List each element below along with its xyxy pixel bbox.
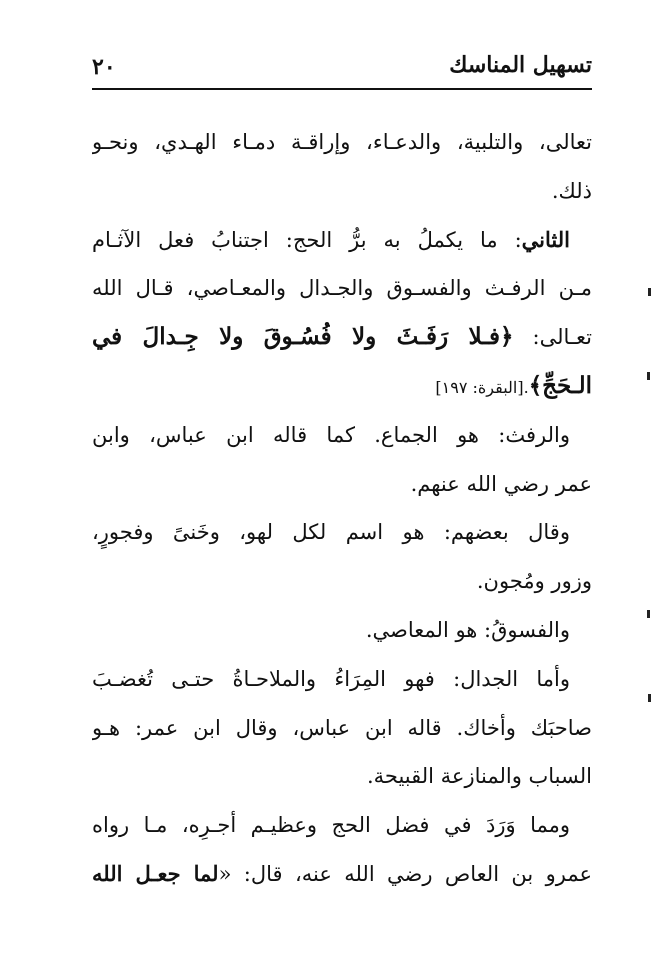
text-line-11 [92, 606, 592, 655]
body-text [92, 118, 592, 899]
text-line-5 [92, 313, 592, 362]
line-9-part-1: وقال بعضهم: هو اسم لكل لهو، وخَنىً وفجورٍ، [92, 520, 570, 545]
verse-reference: .[البقرة: ١٩٧] [435, 377, 529, 397]
text-line-9 [92, 508, 592, 557]
line-11-part-1: والفسوقُ: هو المعاصي. [365, 617, 570, 642]
quran-verse-part-1: ﴿فـلا رَفَـثَ ولا فُسُـوقَ ولا جِـدالَ في [92, 323, 514, 351]
quran-verse-part-2: الـحَجِّ﴾ [528, 371, 592, 399]
line-2-part-1: ذلك. [551, 178, 592, 203]
text-line-1 [92, 118, 592, 167]
page-number: ٢٠ [92, 54, 116, 80]
text-line-3 [92, 216, 592, 265]
line-12-part-1: وأما الجدال: فهو المِرَاءُ والملاحـاةُ حتـى تُغضـبَ [92, 666, 570, 691]
header-title: تسهيل المناسك [449, 52, 592, 78]
line-8-part-1: عمر رضي الله عنهم. [410, 471, 592, 496]
line-1-part-1: تعالى، والتلبية، والدعـاء، وإراقـة دمـاء الهـدي، ونحـو [92, 130, 592, 154]
text-line-10 [92, 557, 592, 606]
scan-mark [648, 288, 651, 296]
line-5-part-1: تعـالى: [513, 325, 592, 350]
text-line-16 [92, 850, 592, 899]
text-line-13 [92, 704, 592, 753]
line-10-part-1: وزور ومُجون. [476, 569, 592, 594]
scan-mark [647, 372, 650, 380]
text-line-2 [92, 167, 592, 216]
section-heading-second: الثاني [521, 226, 570, 252]
line-7-part-1: والرفث: هو الجماع. كما قاله ابن عباس، وابن [92, 422, 570, 447]
line-16-part-2: لما جعـل الله [92, 860, 219, 886]
line-14-part-1: السباب والمنازعة القبيحة. [366, 764, 592, 789]
line-3-part-2: : ما يكملُ به برُّ الحج: اجتنابُ فعل الآثـام [92, 227, 522, 252]
line-15-part-1: ومما وَرَدَ في فضل الحج وعظيـم أجـرِه، مـا رواه [92, 813, 570, 838]
scan-mark [648, 694, 651, 702]
text-line-4 [92, 264, 592, 313]
text-line-6 [92, 362, 592, 411]
line-13-part-1: صاحبَك وأخاك. قاله ابن عباس، وقال ابن عمر: هـو [92, 715, 592, 740]
line-4-part-1: مـن الرفـث والفسـوق والجـدال والمعـاصي، قـال الله [92, 276, 592, 301]
text-line-12 [92, 655, 592, 704]
text-line-15 [92, 801, 592, 850]
text-line-7 [92, 411, 592, 460]
line-16-part-1: عمرو بن العاص رضي الله عنه، قال: « [218, 861, 592, 886]
text-line-8 [92, 460, 592, 509]
text-line-14 [92, 752, 592, 801]
page-header [92, 50, 592, 90]
scan-mark [647, 610, 650, 618]
